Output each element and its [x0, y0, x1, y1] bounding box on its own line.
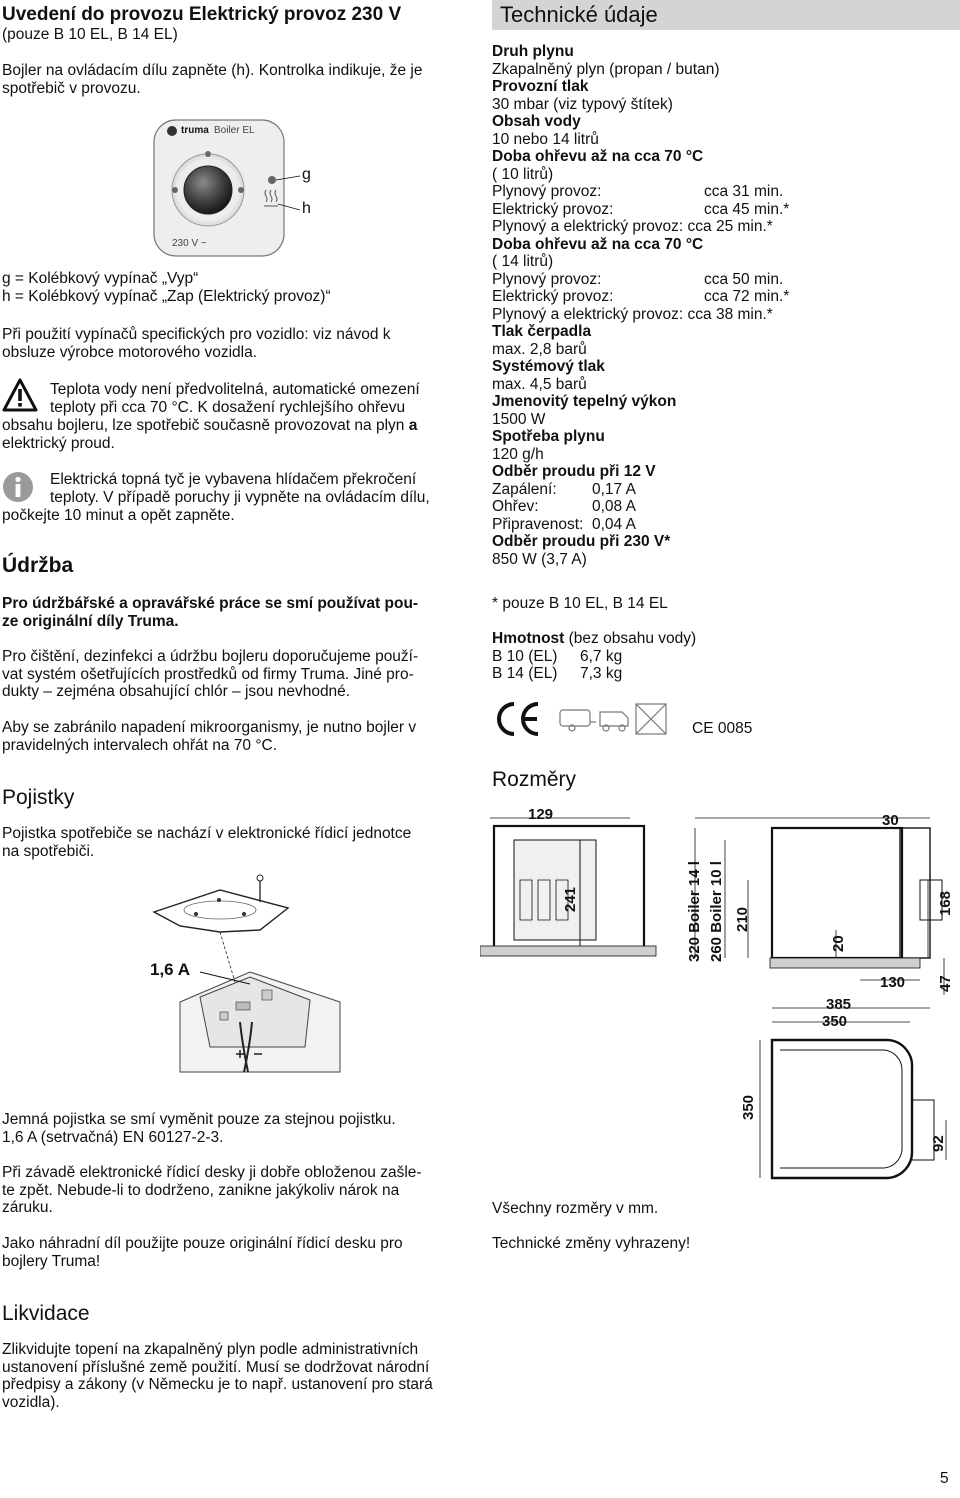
info-line-3: počkejte 10 minut a opět zapněte. — [2, 507, 235, 524]
dim-130: 130 — [880, 974, 906, 991]
indicator-dot-left — [172, 187, 178, 193]
fuses-title: Pojistky — [2, 786, 75, 809]
technical-changes-note: Technické změny vyhrazeny! — [492, 1235, 691, 1252]
top-view-body — [772, 1040, 912, 1178]
dimensions-unit-note: Všechny rozměry v mm. — [492, 1200, 659, 1217]
dim-20: 20 — [830, 935, 847, 952]
maintenance-paragraph-2: Aby se zabránilo napadení mikroorganismy, je nutno bojler v pravidelných intervalech ohřát na 70 °C. — [2, 719, 417, 754]
dim-210: 210 — [734, 906, 751, 932]
legend-h: h = Kolébkový vypínač „Zap (Elektrický provoz)“ — [2, 288, 331, 305]
certification-marks — [492, 700, 682, 740]
dim-92: 92 — [930, 1135, 947, 1152]
panel-label-h: h — [302, 200, 311, 217]
section-title-electric-operation: Uvedení do provozu Elektrický provoz 230 V — [2, 4, 402, 25]
fuse — [236, 1002, 250, 1010]
dim-168: 168 — [937, 890, 954, 916]
cover-plate — [154, 890, 288, 932]
dim-320: 320 Boiler 14 l — [686, 861, 703, 962]
no-boat-icon — [636, 704, 666, 734]
indicator-lamp — [268, 176, 276, 184]
dim-350-vertical: 350 — [740, 1094, 757, 1120]
indicator-dot-right — [238, 187, 244, 193]
dim-260: 260 Boiler 10 l — [708, 861, 725, 962]
motorhome-icon — [600, 712, 628, 731]
dimensions-drawing — [480, 800, 956, 1195]
panel-model: Boiler EL — [214, 125, 255, 136]
control-unit-illustration — [140, 872, 350, 1092]
maintenance-title: Údržba — [2, 554, 74, 577]
dim-385: 385 — [826, 996, 852, 1013]
warning-line-3: obsahu bojleru, lze spotřebič současně provozovat na plyn a — [2, 417, 418, 434]
fuses-paragraph-1: Pojistka spotřebiče se nachází v elektronické řídicí jednotce na spotřebiči. — [2, 825, 412, 860]
dim-241: 241 — [562, 886, 579, 912]
info-line-1: Elektrická topná tyč je vybavena hlídačem překročení — [50, 471, 417, 488]
weight-block: Hmotnost (bez obsahu vody) B 10 (EL) 6,7 kg B 14 (EL) 7,3 kg — [492, 630, 697, 682]
disposal-title: Likvidace — [2, 1302, 90, 1325]
technical-data-list: Druh plynu Zkapalněný plyn (propan / butan) Provozní tlak 30 mbar (viz typový štítek) Obsah vody 10 nebo 14 litrů Doba ohřevu až na cca 70 °C ( 10 litrů) Plynový provoz: cca 31 min. Elektrický provoz: cca 45 min.* Plynový a elektrický provoz: cca 25 min.* Doba ohřevu až na cca 70 °C ( 14 litrů) Plynový provoz: cca 50 min. Elektrický provoz: cca 72 min.* Plynový a elektrický provoz: cca 38 min.* Tlak čerpadla max. 2,8 barů Systémový tlak max. 4,5 barů Jmenovitý tepelný výkon 1500 W Spotřeba plynu 120 g/h Odběr proudu při 12 V Zapálení: 0,17 A Ohřev: 0,08 A Připravenost: 0,04 A Odběr proudu při 230 V* 850 W (3,7 A) — [492, 43, 790, 568]
info-icon — [2, 471, 34, 503]
footnote: * pouze B 10 EL, B 14 EL — [492, 595, 668, 612]
section-subtitle: (pouze B 10 EL, B 14 EL) — [2, 26, 178, 43]
dim-30: 30 — [882, 812, 899, 829]
disposal-paragraph: Zlikvidujte topení na zkapalněný plyn podle administrativních ustanovení příslušné země použití. Musí se dodržovat národní předpisy a zákony (v Německu je to např. ustanovení pro stará vozidla). — [2, 1341, 433, 1411]
technical-data-title: Technické údaje — [492, 0, 960, 30]
panel-label-g: g — [302, 166, 311, 183]
control-panel-illustration — [150, 118, 330, 258]
indicator-dot-top — [205, 151, 211, 157]
legend-g: g = Kolébkový vypínač „Vyp“ — [2, 270, 199, 287]
fuse-label: 1,6 A — [150, 960, 191, 979]
maintenance-paragraph-1: Pro čištění, dezinfekci a údržbu bojleru doporučujeme použí- vat systém ošetřujících prostředků od firmy Truma. Jiné pro- dukty – zejména obsahující chlór – jsou nevhodné. — [2, 648, 419, 700]
fuses-paragraph-3: Při závadě elektronické řídicí desky ji dobře obloženou zašle- te zpět. Nebude-li to dodrženo, zanikne jakýkoliv nárok na záruku. — [2, 1164, 422, 1216]
vehicle-switch-note: Při použití vypínačů specifických pro vozidlo: viz návod k obsluze výrobce motorového vozidla. — [2, 326, 391, 361]
page-number: 5 — [940, 1470, 949, 1487]
fuses-paragraph-2: Jemná pojistka se smí vyměnit pouze za stejnou pojistku. 1,6 A (setrvačná) EN 60127-2-3. — [2, 1111, 396, 1146]
panel-voltage: 230 V ~ — [172, 238, 207, 249]
fuses-paragraph-4: Jako náhradní díl použijte pouze originální řídicí desku pro bojlery Truma! — [2, 1235, 403, 1270]
warning-icon — [2, 378, 38, 412]
warning-line-4: elektrický proud. — [2, 435, 115, 452]
truma-logo-icon — [167, 126, 177, 136]
dim-129: 129 — [528, 806, 554, 823]
rotary-knob — [184, 166, 232, 214]
ce-mark-icon — [499, 704, 514, 734]
panel-brand: truma — [181, 125, 209, 136]
intro-paragraph: Bojler na ovládacím dílu zapněte (h). Kontrolka indikuje, že je spotřebič v provozu. — [2, 62, 423, 97]
ce-number: CE 0085 — [692, 720, 753, 737]
info-line-2: teploty. V případě poruchy ji vypněte na ovládacím dílu, — [50, 489, 430, 506]
maintenance-warning: Pro údržbářské a opravářské práce se smí používat pou- ze originální díly Truma. — [2, 595, 419, 630]
dim-47: 47 — [937, 975, 954, 992]
warning-line-1: Teplota vody není předvolitelná, automatické omezení — [50, 381, 420, 398]
dimensions-title: Rozměry — [492, 768, 577, 791]
caravan-icon — [560, 710, 596, 731]
warning-line-2: teploty při cca 70 °C. K dosažení rychlejšího ohřevu — [50, 399, 406, 416]
dim-350-horizontal: 350 — [822, 1013, 848, 1030]
